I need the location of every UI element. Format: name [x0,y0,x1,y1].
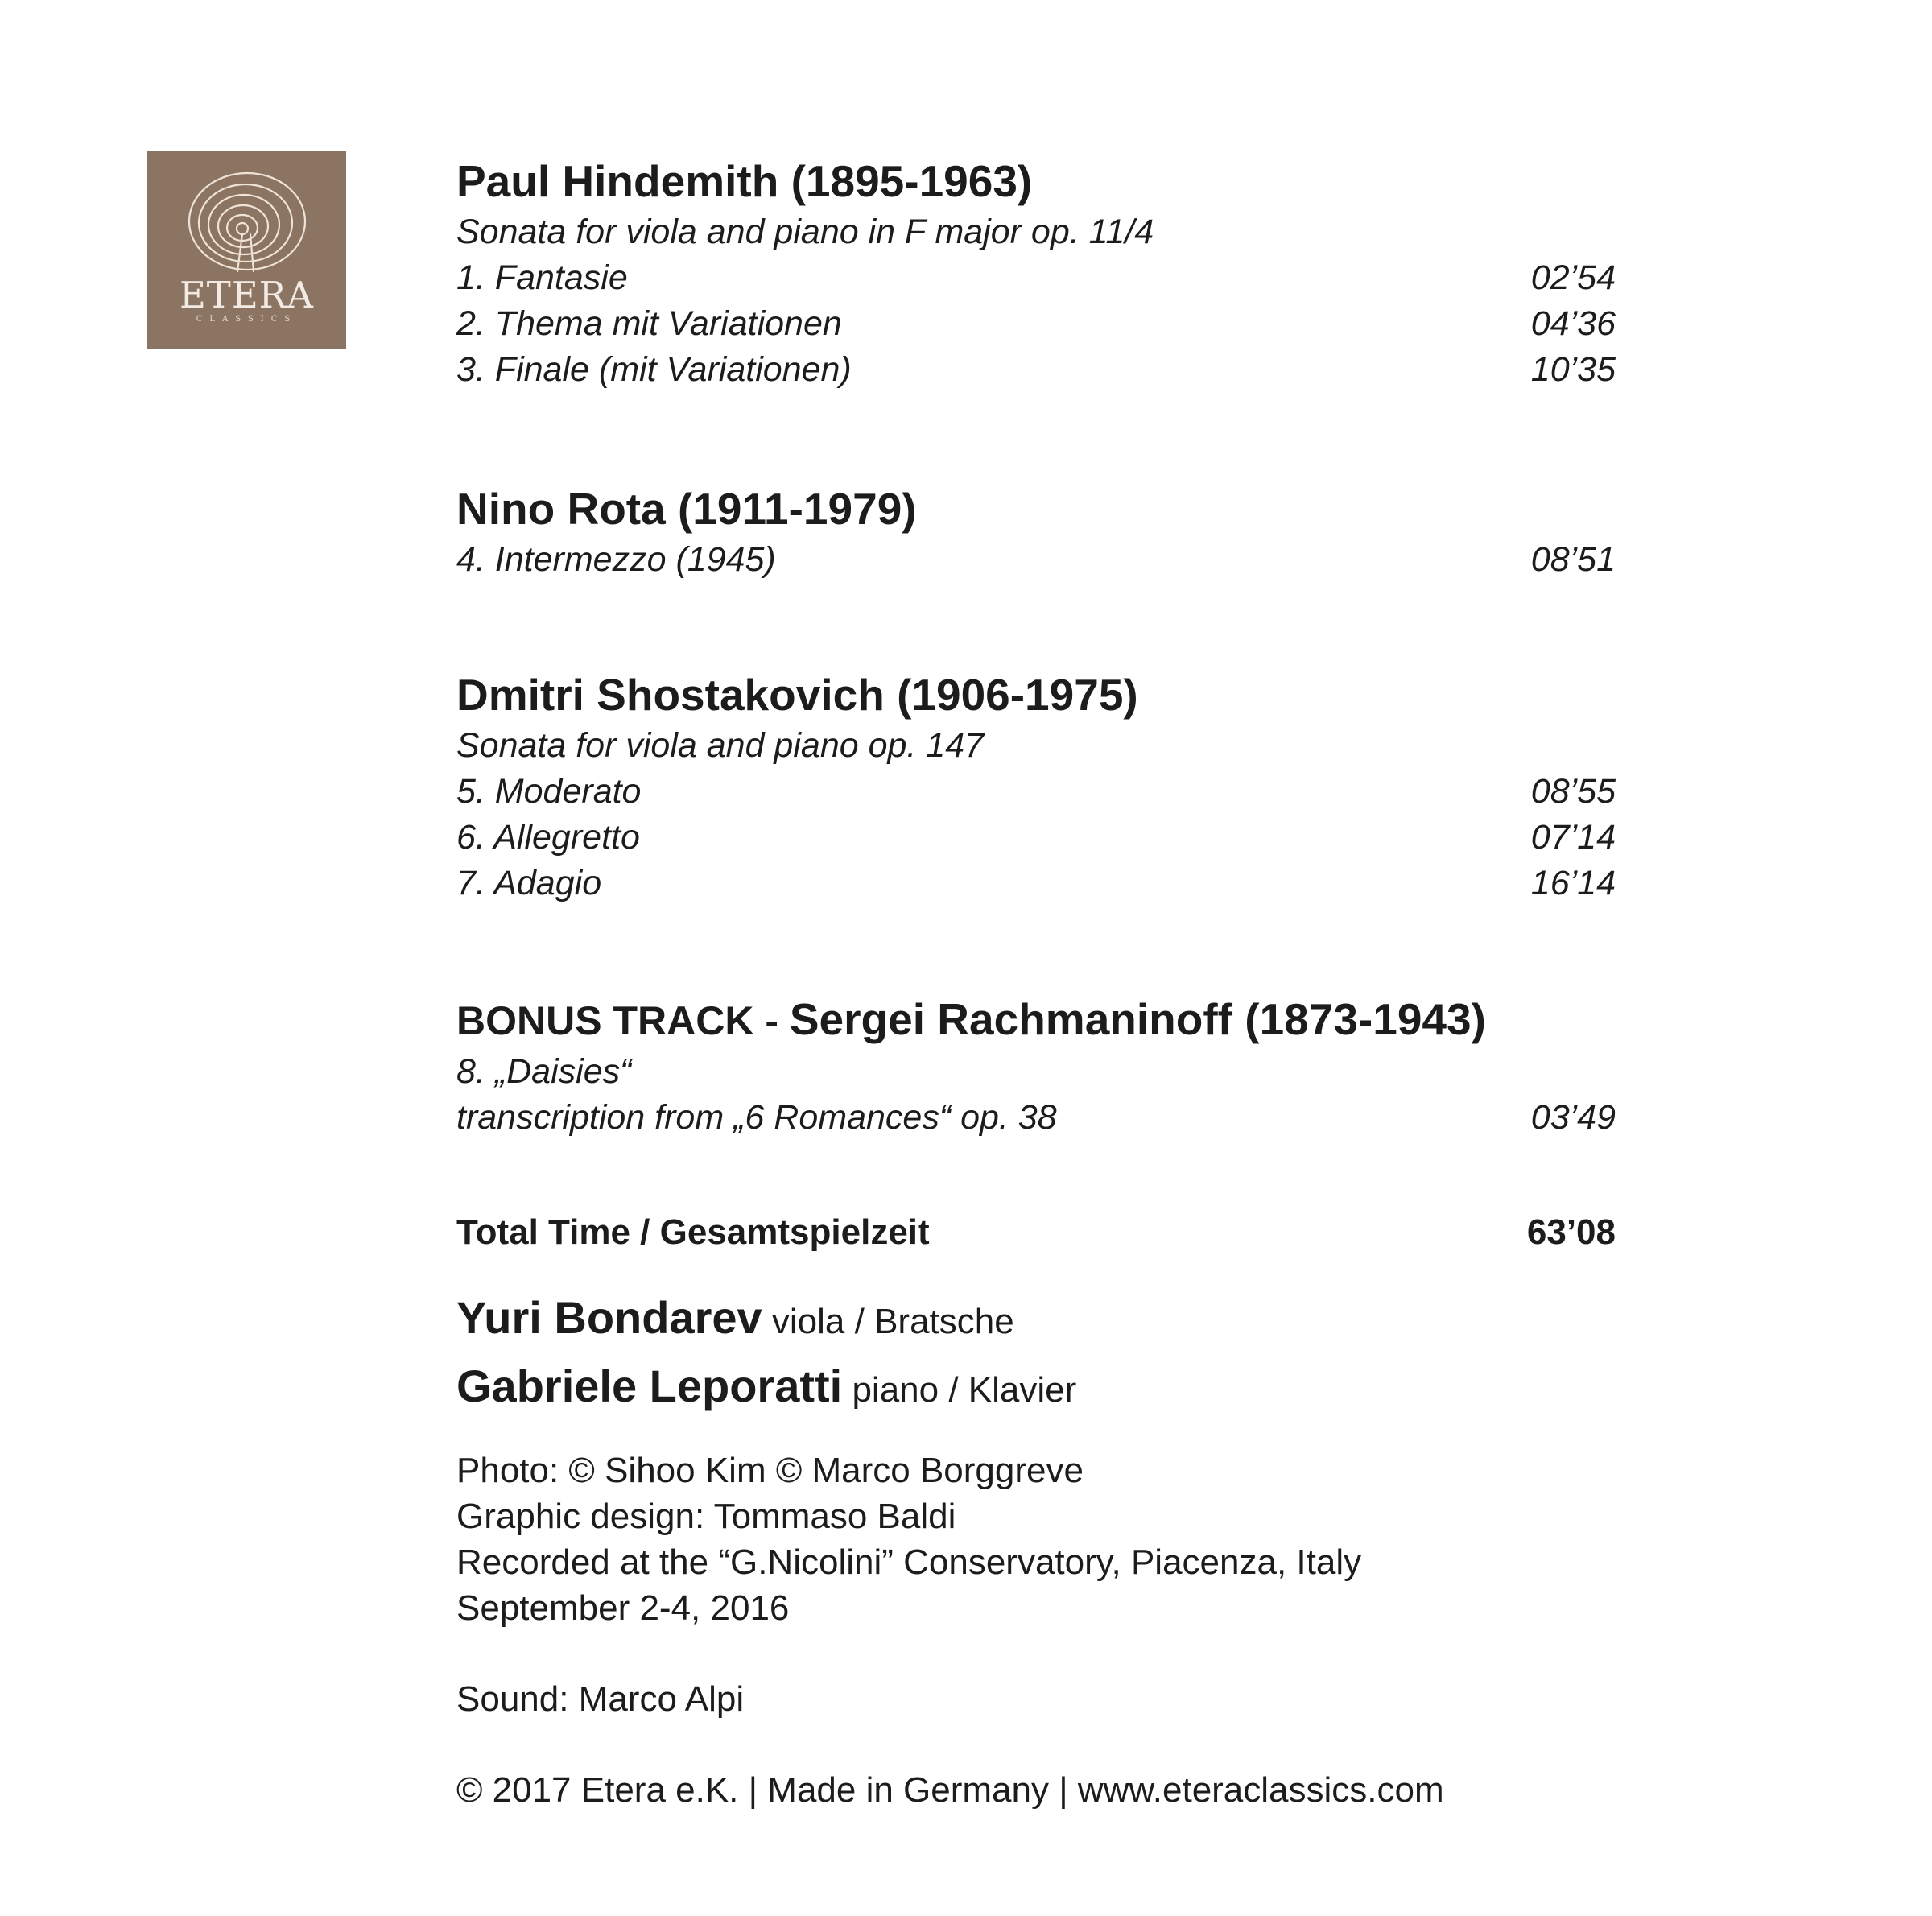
track-row [456,1049,1616,1095]
track-row [456,301,1616,347]
track-title: 3. Finale (mit Variationen) [456,350,852,389]
performer-line [456,1358,1616,1427]
performer-line [456,1290,1616,1358]
track-row [456,769,1616,815]
track-row [456,815,1616,861]
performer-name: Gabriele Leporatti [456,1361,843,1411]
credit-line: Graphic design: Tommaso Baldi [456,1497,956,1536]
track-duration: 08’55 [1530,772,1616,811]
etera-logo [147,151,346,349]
performers [456,1290,1616,1427]
work-title: Sonata for viola and piano in F major op. 11/4 [456,213,1154,251]
track-row [456,347,1616,393]
composer-heading: Nino Rota (1911-1979) [456,484,917,534]
bonus-label: BONUS TRACK - [456,998,790,1043]
performer-role: viola / Bratsche [762,1302,1014,1341]
section-hindemith [456,153,1616,393]
track-title: 8. „Daisies“ [456,1052,632,1091]
composer-name: Sergei Rachmaninoff (1873-1943) [789,994,1486,1044]
logo-name: ETERA [179,274,315,316]
track-title: 2. Thema mit Variationen [456,304,842,343]
track-duration: 07’14 [1530,818,1616,857]
track-title: 7. Adagio [456,864,602,902]
track-title: 1. Fantasie [456,258,628,297]
credit-line: September 2-4, 2016 [456,1588,790,1628]
sound-credit: Sound: Marco Alpi [456,1679,745,1719]
track-title: 6. Allegretto [456,818,640,857]
performer-role: piano / Klavier [842,1370,1077,1410]
track-row [456,861,1616,906]
track-title: 4. Intermezzo (1945) [456,540,776,579]
composer-heading: Dmitri Shostakovich (1906-1975) [456,670,1138,720]
track-duration: 02’54 [1530,258,1616,297]
section-shostakovich [456,667,1616,906]
credit-line: Photo: © Sihoo Kim © Marco Borggreve [456,1451,1084,1490]
copyright-line: © 2017 Etera e.K. | Made in Germany | www.eteraclassics.com [456,1770,1444,1810]
track-title: transcription from „6 Romances“ op. 38 [456,1098,1057,1137]
track-duration: 16’14 [1530,864,1616,902]
total-time-row [456,1209,1616,1255]
track-row [456,255,1616,301]
tracklist [456,153,1616,1813]
track-duration: 03’49 [1530,1098,1616,1137]
track-title: 5. Moderato [456,772,642,811]
total-time-label: Total Time / Gesamtspielzeit [456,1212,930,1252]
track-row [456,1095,1616,1141]
track-duration: 08’51 [1530,540,1616,579]
logo-subtitle: CLASSICS [196,315,298,324]
credit-line: Recorded at the “G.Nicolini” Conservatory, Piacenza, Italy [456,1542,1362,1582]
total-time-value: 63’08 [1526,1212,1616,1252]
track-duration: 04’36 [1530,304,1616,343]
track-row [456,537,1616,583]
track-duration: 10’35 [1530,350,1616,389]
section-rota [456,481,1616,583]
composer-heading [456,991,1616,1049]
performer-name: Yuri Bondarev [456,1292,762,1343]
section-bonus [456,991,1616,1141]
work-title: Sonata for viola and piano op. 147 [456,726,985,765]
composer-heading: Paul Hindemith (1895-1963) [456,156,1033,206]
credits [456,1447,1616,1631]
